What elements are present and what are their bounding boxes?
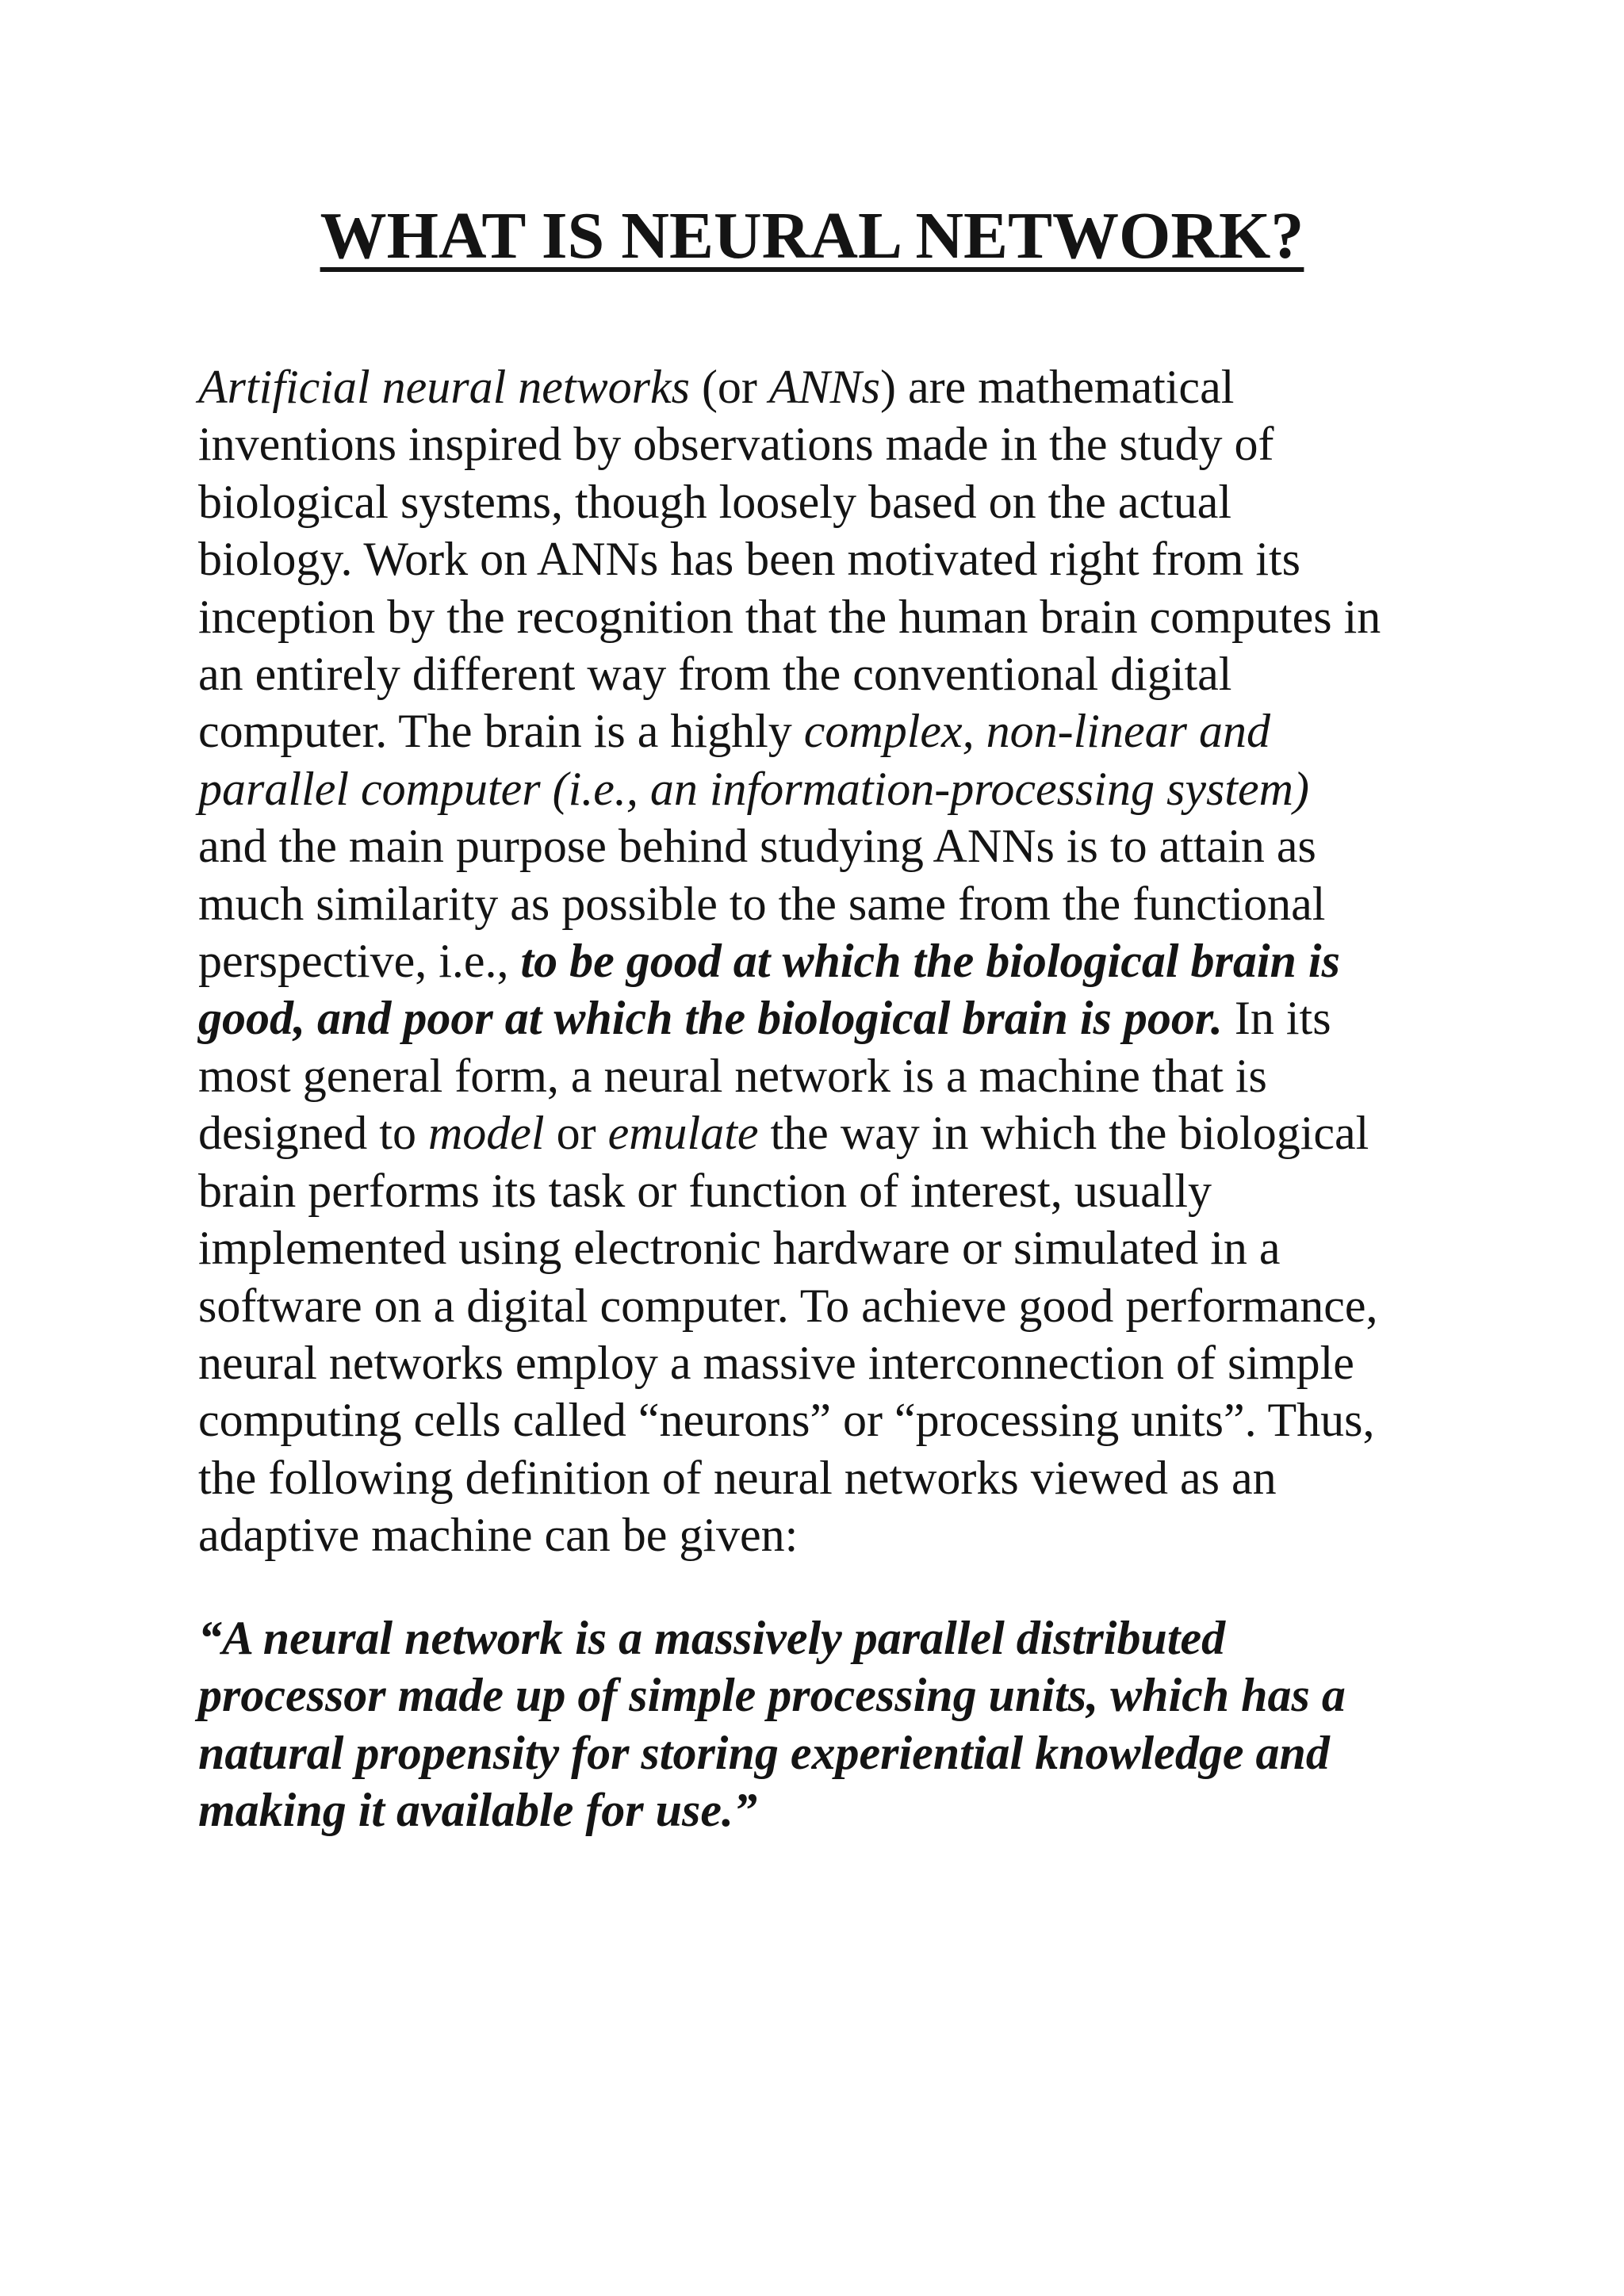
text-line: inception by the recognition that the human brain computes in bbox=[198, 590, 1381, 643]
text-line: adaptive machine can be given: bbox=[198, 1509, 799, 1562]
italic-phrase: complex, non-linear and bbox=[803, 705, 1270, 758]
text-line: brain performs its task or function of interest, usually bbox=[198, 1164, 1212, 1217]
text-line: software on a digital computer. To achieve good performance, bbox=[198, 1279, 1378, 1332]
text-run: (or bbox=[689, 361, 769, 413]
text-line: and the main purpose behind studying ANNs is to attain as bbox=[198, 820, 1316, 873]
italic-term: ANNs bbox=[768, 361, 880, 413]
quote-line: making it available for use.” bbox=[198, 1784, 757, 1837]
text-run: computer. The brain is a highly bbox=[198, 705, 804, 758]
text-line: parallel computer (i.e., an information-processing system) bbox=[198, 762, 1309, 815]
text-line: implemented using electronic hardware or simulated in a bbox=[198, 1222, 1281, 1275]
page-title-text: WHAT IS NEURAL NETWORK? bbox=[320, 199, 1304, 273]
text-run: designed to bbox=[198, 1107, 428, 1160]
text-run: ) are mathematical bbox=[879, 361, 1235, 413]
bold-italic-phrase: good, and poor at which the biological brain is poor. bbox=[198, 992, 1223, 1045]
text-line bbox=[198, 1104, 1435, 1161]
text-line: biology. Work on ANNs has been motivated right from its bbox=[198, 533, 1301, 586]
text-line: computing cells called “neurons” or “processing units”. Thus, bbox=[198, 1394, 1375, 1447]
text-line: the following definition of neural networks viewed as an bbox=[198, 1451, 1277, 1504]
text-run: or bbox=[544, 1107, 608, 1160]
text-line bbox=[198, 358, 1435, 415]
definition-quote bbox=[198, 1609, 1435, 1839]
text-line: much similarity as possible to the same from the functional bbox=[198, 877, 1326, 930]
italic-term: model bbox=[427, 1107, 545, 1160]
text-line: neural networks employ a massive interconnection of simple bbox=[198, 1336, 1354, 1389]
text-line: inventions inspired by observations made in the study of bbox=[198, 418, 1274, 471]
text-line: most general form, a neural network is a machine that is bbox=[198, 1049, 1267, 1102]
text-line bbox=[198, 702, 1435, 760]
text-run: In its bbox=[1222, 992, 1331, 1045]
quote-line: natural propensity for storing experiential knowledge and bbox=[198, 1726, 1330, 1779]
text-line: biological systems, though loosely based on the actual bbox=[198, 475, 1232, 528]
text-line bbox=[198, 932, 1435, 989]
text-line: an entirely different way from the conventional digital bbox=[198, 648, 1232, 701]
quote-line: processor made up of simple processing units, which has a bbox=[198, 1669, 1346, 1722]
text-run: perspective, i.e., bbox=[198, 935, 521, 988]
italic-term: Artificial neural networks bbox=[198, 361, 690, 413]
text-line bbox=[198, 989, 1435, 1047]
quote-line: “A neural network is a massively parallel distributed bbox=[198, 1612, 1226, 1664]
italic-term: emulate bbox=[607, 1107, 759, 1160]
bold-italic-phrase: to be good at which the biological brain is bbox=[520, 935, 1340, 988]
text-run: the way in which the biological bbox=[758, 1107, 1369, 1160]
body-paragraph bbox=[198, 358, 1435, 1564]
page-title bbox=[0, 197, 1624, 276]
